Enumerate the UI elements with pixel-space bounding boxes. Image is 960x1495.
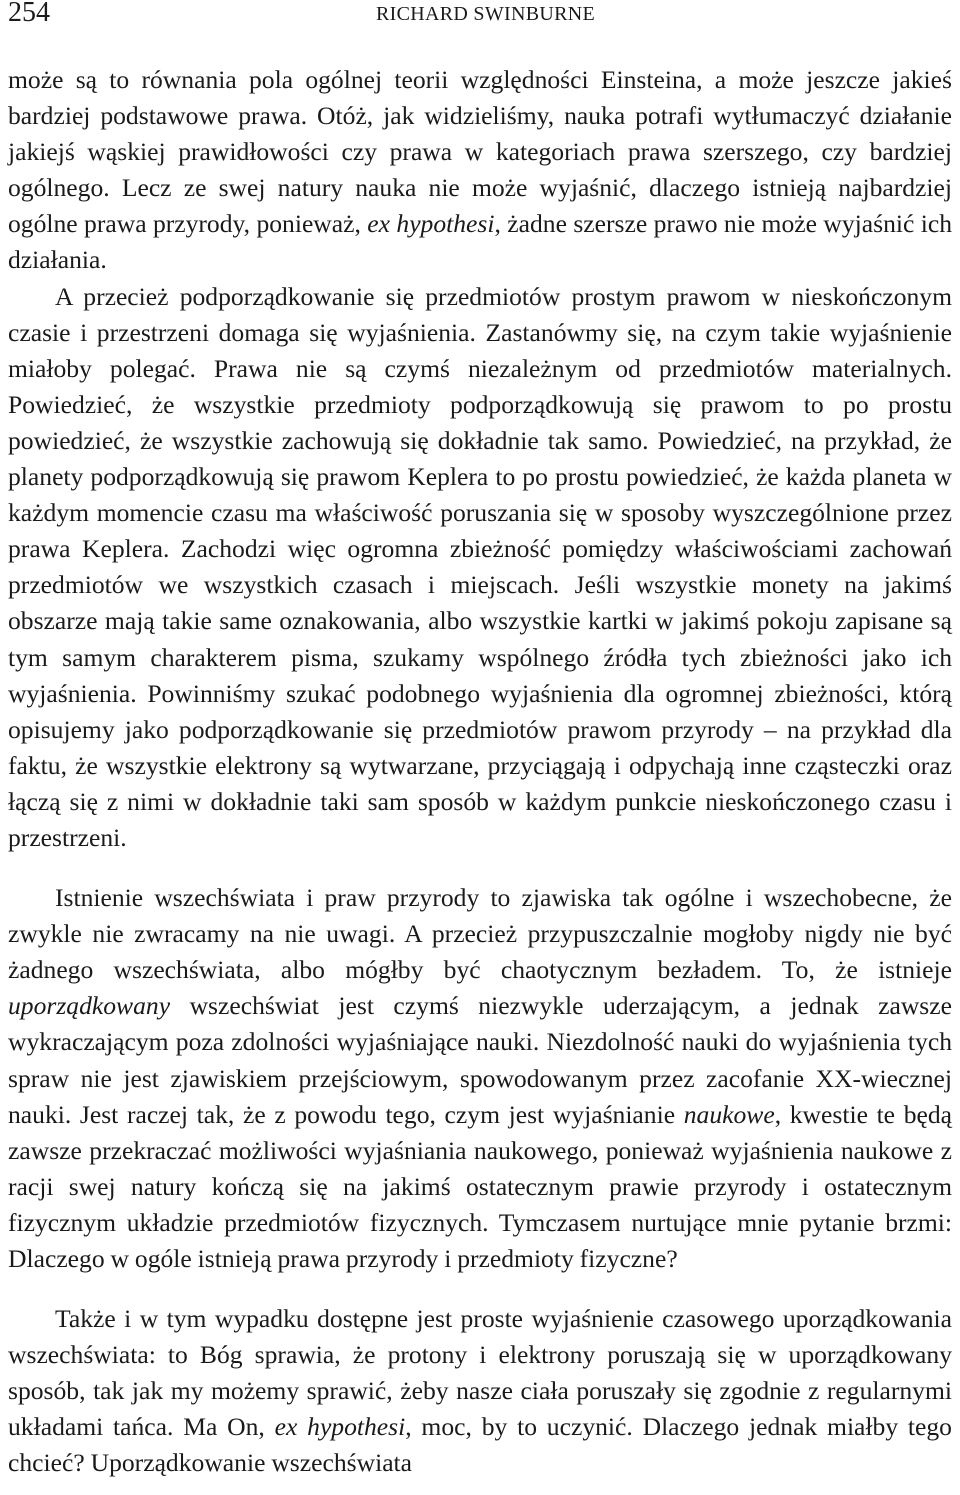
page-header — [8, 0, 948, 30]
italic-segment: ex hypothesi — [367, 209, 495, 239]
page-number: 254 — [8, 0, 50, 28]
text-segment: , moc, by to uczynić. Dlaczego jednak miałby tego chcieć? Uporządkowanie wszechświata — [8, 1412, 952, 1478]
paragraph-4 — [8, 1301, 952, 1481]
paragraph-2 — [8, 279, 952, 857]
italic-segment: uporządkowany — [8, 991, 171, 1021]
paragraph-1 — [8, 62, 952, 279]
italic-segment: naukowe — [683, 1099, 775, 1129]
running-head: RICHARD SWINBURNE — [376, 3, 595, 25]
body-text — [8, 62, 952, 1482]
text-segment: , kwestie te będą zawsze przekraczać możliwości wyjaśniania naukowego, ponieważ wyjaśnienia naukowe z racji swej natury kończą się na jakimś ostatecznym prawie przyrody i ostatecznym fizycznym układzie przedmiotów fizycznych. Tymczasem nurtujące mnie pytanie brzmi: Dlaczego w ogóle istnieją prawa przyrody i przedmioty fizyczne? — [8, 1099, 953, 1273]
text-segment: może są to równania pola ogólnej teorii względności Einsteina, a może jeszcze jakieś bardziej podstawowe prawa. Otóż, jak widzieliśmy, nauka potrafi wytłumaczyć działanie jakiejś wąskiej prawidłowości czy prawa w kategoriach prawa szerszego, czy bardziej ogólnego. Lecz ze swej natury nauka nie może wyjaśnić, dlaczego istnieją najbardziej ogólne prawa przyrody, ponieważ, — [8, 65, 952, 239]
text-segment: Także i w tym wypadku dostępne jest proste wyjaśnienie czasowego uporządkowania wszechświata: to Bóg sprawia, że protony i elektrony poruszają się w uporządkowany sposób, tak jak my możemy sprawić, żeby nasze ciała poruszały się zgodnie z regularnymi układami tańca. Ma On, — [8, 1304, 952, 1442]
text-segment: , żadne szersze prawo nie może wyjaśnić ich działania. — [8, 209, 952, 275]
paragraph-3 — [8, 880, 952, 1277]
text-segment: wszechświat jest czymś niezwykle uderzającym, a jednak zawsze wykraczającym poza zdolności wyjaśniające nauki. Niezdolność nauki do wyjaśnienia tych spraw nie jest zjawiskiem przejściowym, spowodowanym przez zacofanie XX-wiecznej nauki. Jest raczej tak, że z powodu tego, czym jest wyjaśnianie — [8, 991, 952, 1129]
italic-segment: ex hypothesi — [274, 1412, 406, 1442]
text-segment: A przecież podporządkowanie się przedmiotów prostym prawom w nieskończonym czasie i przestrzeni domaga się wyjaśnienia. Zastanówmy się, na czym takie wyjaśnienie miałoby polegać. Prawa nie są czymś niezależnym od przedmiotów materialnych. Powiedzieć, że wszystkie przedmioty podporządkowują się prawom to po prostu powiedzieć, że wszystkie zachowują się dokładnie tak samo. Powiedzieć, na przykład, że planety podporządkowują się prawom Keplera to po prostu powiedzieć, że każda planeta w każdym momencie czasu ma właściwość poruszania się w sposoby wyszczególnione przez prawa Keplera. Zachodzi więc ogromna zbieżność pomiędzy właściwościami zachowań przedmiotów we wszystkich czasach i miejscach. Jeśli wszystkie monety na jakimś obszarze mają takie same oznakowania, albo wszystkie kartki w jakimś pokoju zapisane są tym samym charakterem pisma, szukamy wspólnego źródła tych zbieżności jako ich wyjaśnienia. Powinniśmy szukać podobnego wyjaśnienia dla ogromnej zbieżności, którą opisujemy jako podporządkowanie się przedmiotów prawom przyrody – na przykład dla faktu, że wszystkie elektrony są wytwarzane, przyciągają i odpychają inne cząsteczki oraz łączą się z nimi w dokładnie taki sam sposób w każdym punkcie nieskończonego czasu i przestrzeni. — [8, 281, 952, 852]
text-segment: Istnienie wszechświata i praw przyrody to zjawiska tak ogólne i wszechobecne, że zwykle nie zwracamy na nie uwagi. A przecież przypuszczalnie mogłoby nigdy nie być żadnego wszechświata, albo mógłby być chaotycznym bezładem. To, że istnieje — [8, 883, 952, 985]
